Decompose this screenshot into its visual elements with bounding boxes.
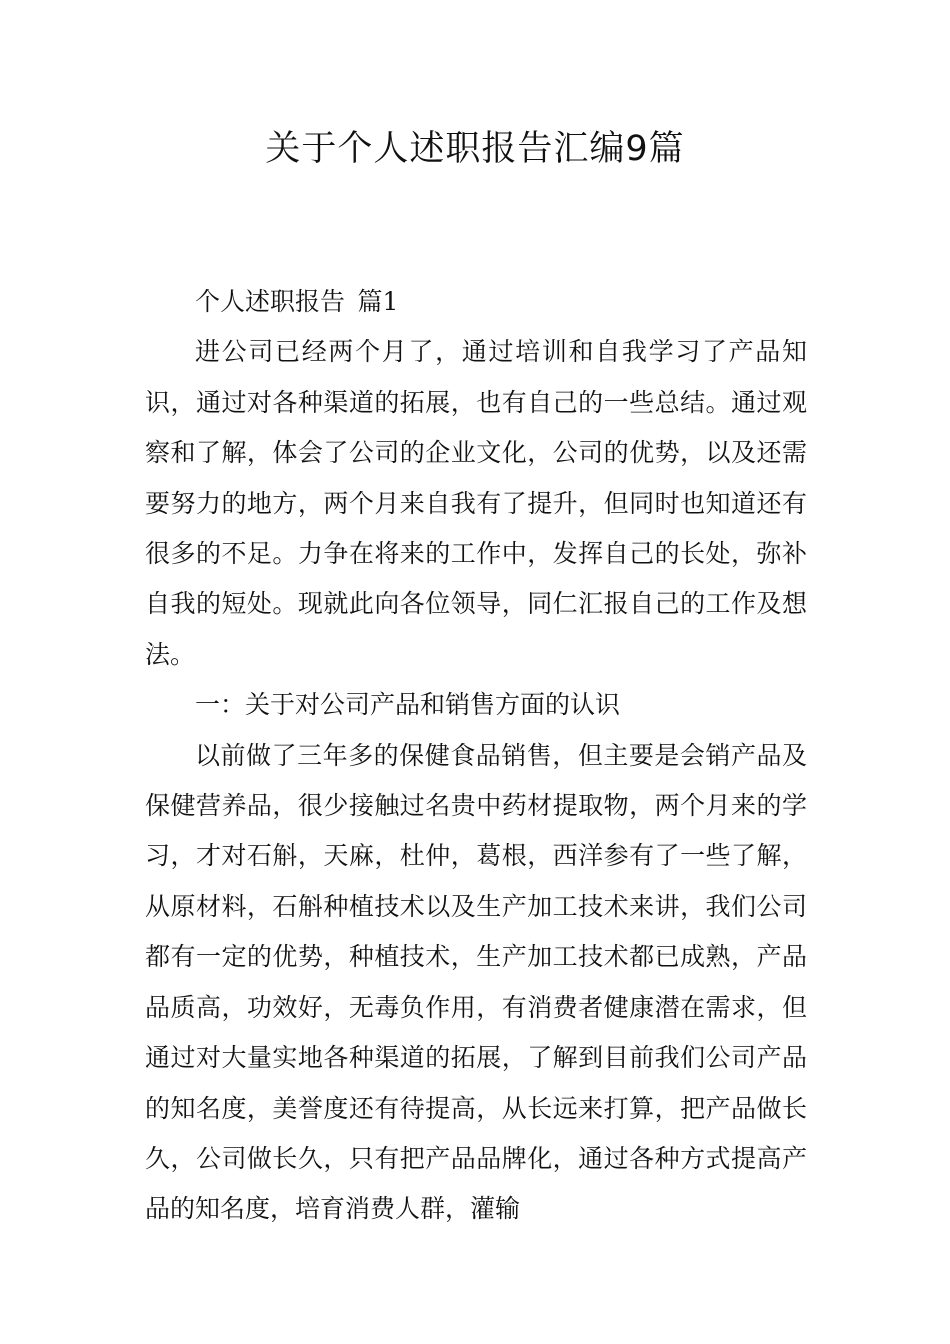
subheading: 一：关于对公司产品和销售方面的认识 xyxy=(195,690,621,720)
section-heading-label: 个人述职报告 xyxy=(195,287,346,316)
paragraph-1: 进公司已经两个月了，通过培训和自我学习了产品知识，通过对各种渠道的拓展，也有自己的一些总结。通过观察和了解，体会了公司的企业文化，公司的优势，以及还需要努力的地方，两个月来自我有了提升，但同时也知道还有很多的不足。力争在将来的工作中，发挥自己的长处，弥补自我的短处。现就此向各位领导，同仁汇报自己的工作及想法。 xyxy=(145,337,807,669)
paragraph-2: 以前做了三年多的保健食品销售，但主要是会销产品及保健营养品，很少接触过名贵中药材提取物，两个月来的学习，才对石斛，天麻，杜仲，葛根，西洋参有了一些了解，从原材料，石斛种植技术以及生产加工技术来讲，我们公司都有一定的优势，种植技术，生产加工技术都已成熟，产品品质高，功效好，无毒负作用，有消费者健康潜在需求，但通过对大量实地各种渠道的拓展，了解到目前我们公司产品的知名度，美誉度还有待提高，从长远来打算，把产品做长久，公司做长久，只有把产品品牌化，通过各种方式提高产品的知名度，培育消费人群，灌输 xyxy=(145,740,807,1224)
document-title: 关于个人述职报告汇编9篇 xyxy=(265,129,685,169)
section-heading xyxy=(145,277,807,327)
section-heading-number: 篇1 xyxy=(357,287,399,316)
document-body xyxy=(145,277,807,1235)
